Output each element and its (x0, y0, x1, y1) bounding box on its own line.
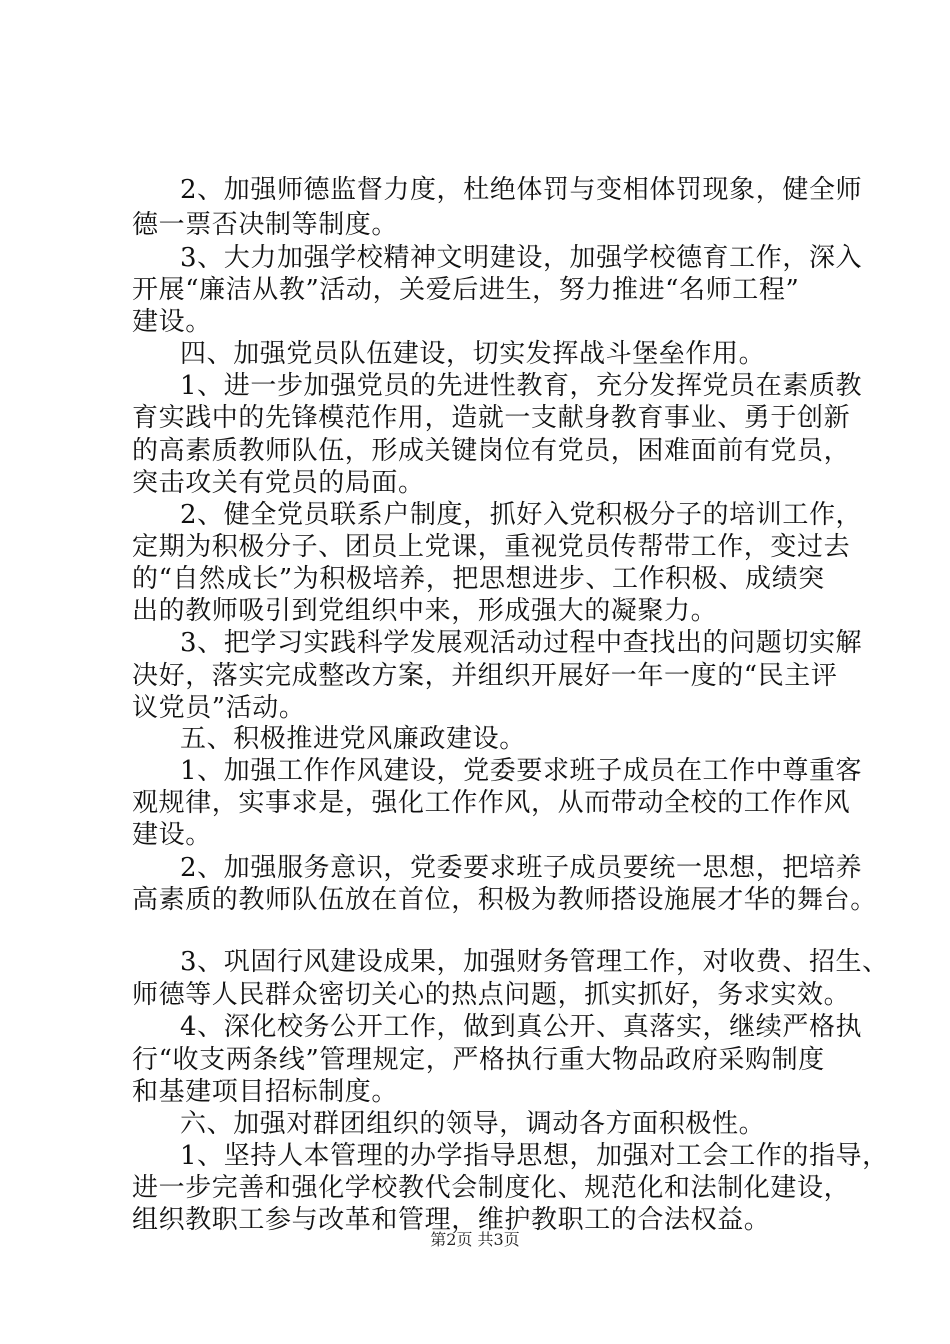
text-line: 2、健全党员联系户制度，抓好入党积极分子的培训工作， (180, 500, 863, 530)
text-line: 进一步完善和强化学校教代会制度化、规范化和法制化建设， (132, 1173, 851, 1203)
text-line: 3、大力加强学校精神文明建设，加强学校德育工作，深入 (180, 243, 863, 273)
text-line: 出的教师吸引到党组织中来，形成强大的凝聚力。 (132, 596, 718, 626)
text-line: 2、加强师德监督力度，杜绝体罚与变相体罚现象，健全师 (180, 175, 863, 205)
text-line: 议党员”活动。 (132, 693, 306, 723)
text-line: 3、巩固行风建设成果，加强财务管理工作，对收费、招生、 (180, 947, 889, 977)
text-line: 3、把学习实践科学发展观活动过程中查找出的问题切实解 (180, 628, 863, 658)
section-heading: 五、积极推进党风廉政建设。 (180, 724, 526, 754)
text-line: 决好，落实完成整改方案，并组织开展好一年一度的“民主评 (132, 661, 838, 691)
text-line: 观规律，实事求是，强化工作作风，从而带动全校的工作作风 (132, 788, 851, 818)
text-line: 德一票否决制等制度。 (132, 210, 399, 240)
section-heading: 四、加强党员队伍建设，切实发挥战斗堡垒作用。 (180, 339, 766, 369)
page-number: 第2页 共3页 (430, 1230, 520, 1249)
text-line: 1、进一步加强党员的先进性教育，充分发挥党员在素质教 (180, 371, 863, 401)
text-line: 2、加强服务意识，党委要求班子成员要统一思想，把培养 (180, 853, 863, 883)
section-heading: 六、加强对群团组织的领导，调动各方面积极性。 (180, 1109, 766, 1139)
text-line: 的“自然成长”为积极培养，把思想进步、工作积极、成绩突 (132, 564, 825, 594)
text-line: 育实践中的先锋模范作用，造就一支献身教育事业、勇于创新 (132, 403, 851, 433)
text-line: 建设。 (132, 307, 212, 337)
text-line: 行“收支两条线”管理规定，严格执行重大物品政府采购制度 (132, 1045, 825, 1075)
text-line: 1、坚持人本管理的办学指导思想，加强对工会工作的指导， (180, 1141, 889, 1171)
text-line: 师德等人民群众密切关心的热点问题，抓实抓好，务求实效。 (132, 980, 851, 1010)
text-line: 突击攻关有党员的局面。 (132, 468, 425, 498)
text-line: 组织教职工参与改革和管理，维护教职工的合法权益。 (132, 1205, 771, 1235)
text-line: 1、加强工作作风建设，党委要求班子成员在工作中尊重客 (180, 756, 863, 786)
text-line: 高素质的教师队伍放在首位，积极为教师搭设施展才华的舞台。 (132, 885, 877, 915)
text-line: 建设。 (132, 820, 212, 850)
text-line: 的高素质教师队伍，形成关键岗位有党员，困难面前有党员， (132, 436, 851, 466)
text-line: 和基建项目招标制度。 (132, 1077, 399, 1107)
text-line: 4、深化校务公开工作，做到真公开、真落实，继续严格执 (180, 1012, 863, 1042)
text-line: 定期为积极分子、团员上党课，重视党员传帮带工作，变过去 (132, 532, 851, 562)
text-line: 开展“廉洁从教”活动，关爱后进生，努力推进“名师工程” (132, 275, 800, 305)
